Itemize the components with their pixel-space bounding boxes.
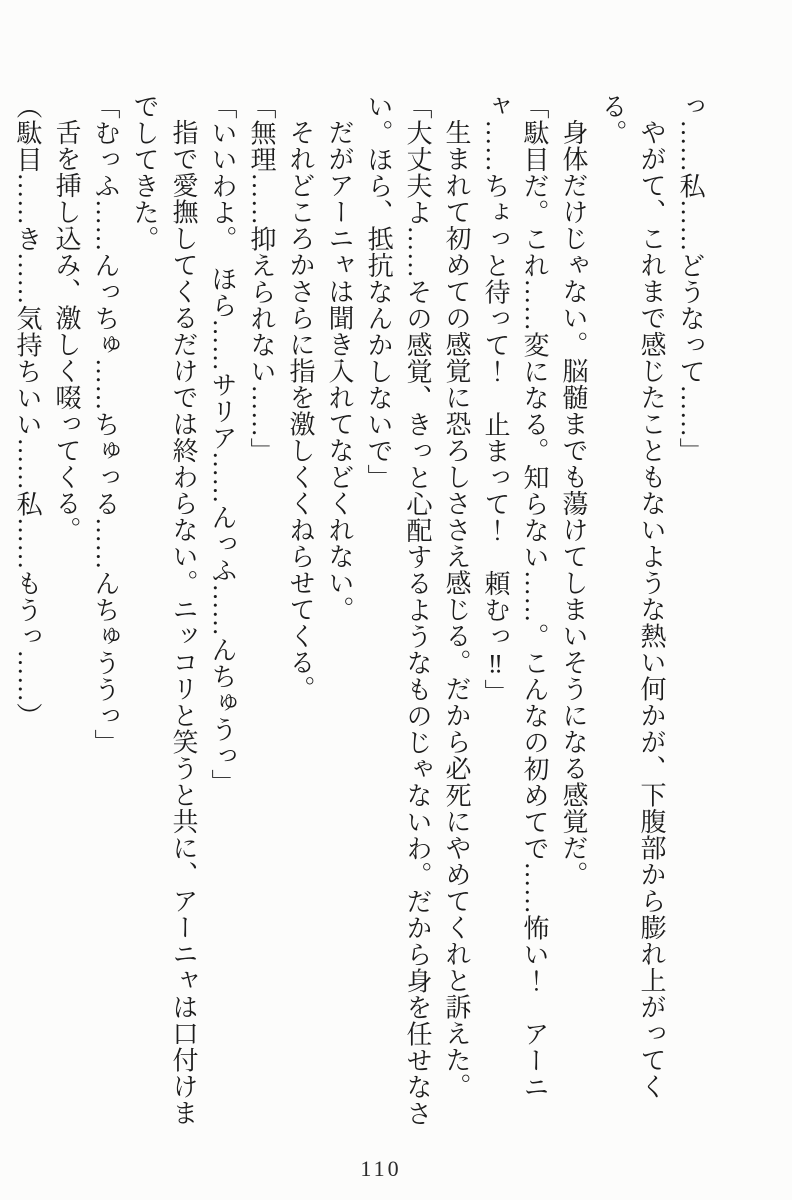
text-columns xyxy=(8,93,710,1143)
paragraph: （駄目……き……気持ちいい……私……もうっ……） xyxy=(13,93,42,729)
paragraph: 「大丈夫よ……その感覚、きっと心配するようなものじゃないわ。だから身を任せなさい。ほら、抵抗なんかしないで」 xyxy=(364,93,432,1127)
paragraph: 「無理……抑えられない……」 xyxy=(247,93,276,464)
paragraph: だがアーニャは聞き入れてなどくれない。 xyxy=(325,119,354,623)
paragraph: 指で愛撫してくるだけでは終わらない。ニッコリと笑うと共に、アーニャは口付けまでしてきた。 xyxy=(130,93,198,1126)
paragraph: 「駄目だ。これ……変になる。知らない……。こんなの初めてで……怖い！ アーニャ……ちょっと待って！ 止まって！ 頼むっ‼」 xyxy=(481,93,549,1100)
paragraph: 生まれて初めての感覚に恐ろしささえ感じる。だから必死にやめてくれと訴えた。 xyxy=(442,119,471,1100)
paragraph: やがて、これまで感じたこともないような熱い何かが、下腹部から膨れ上がってくる。 xyxy=(598,93,666,1100)
paragraph: それどころかさらに指を激しくくねらせてくる。 xyxy=(286,119,315,702)
paragraph: っ……私……どうなって……」 xyxy=(676,93,705,464)
paragraph: 「いいわよ。 ほら……サリア……んっふ……んちゅうっ」 xyxy=(208,93,237,796)
page-number: 110 xyxy=(360,1156,402,1181)
paragraph: 舌を挿し込み、激しく啜ってくる。 xyxy=(52,119,81,543)
paragraph: 「むっふ……んっちゅ……ちゅっる……んちゅううっ」 xyxy=(91,93,120,756)
paragraph: 身体だけじゃない。脳髄までも蕩けてしまいそうになる感覚だ。 xyxy=(559,119,588,888)
